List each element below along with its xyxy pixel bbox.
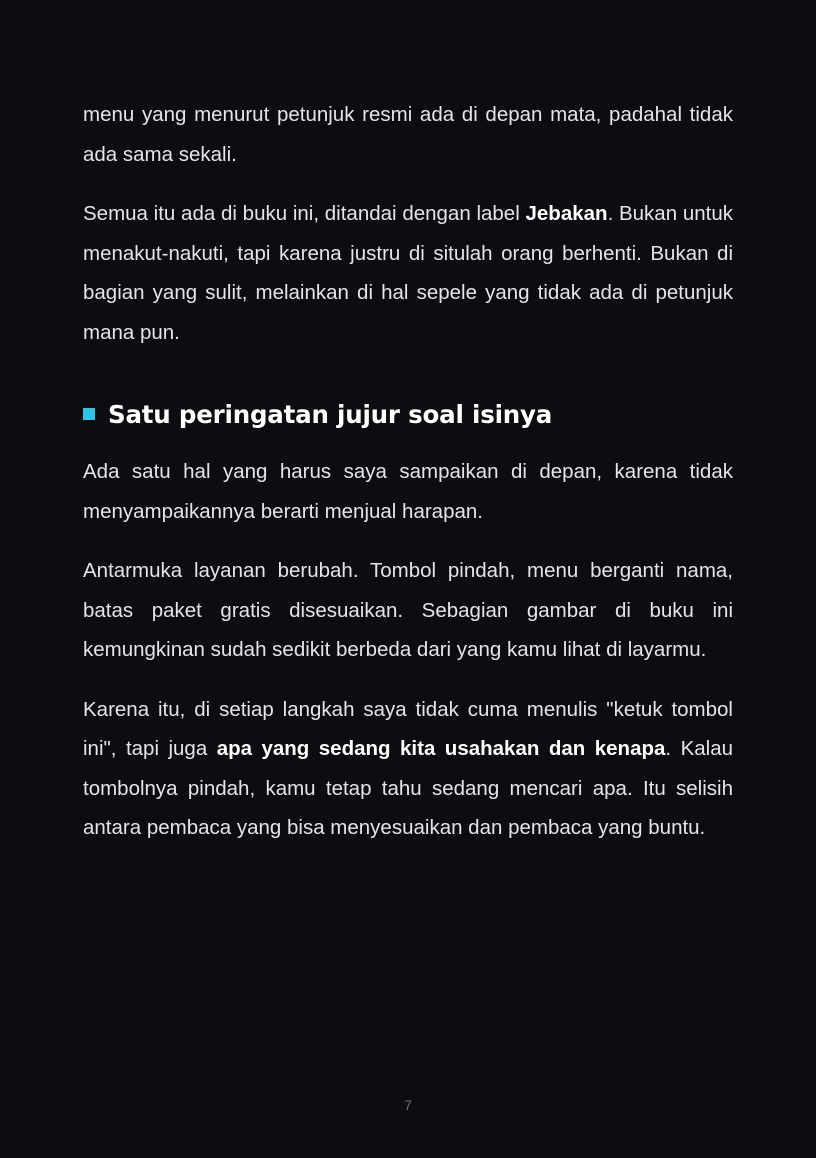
paragraph-text: . Bukan untuk menakut-nakuti, tapi karena justru di situlah orang berhenti. Bukan di bagian yang sulit, melainkan di hal sepele yang tidak ada di petunjuk mana pun. [83, 202, 733, 344]
square-bullet-icon [83, 408, 95, 420]
page-number: 7 [404, 1097, 412, 1113]
page-content [83, 95, 733, 868]
body-paragraph [83, 690, 733, 848]
section-heading-text: Satu peringatan jujur soal isinya [108, 399, 553, 429]
section-paragraphs [83, 452, 733, 848]
paragraph-text: Semua itu ada di buku ini, ditandai dengan label [83, 202, 526, 225]
body-paragraph [83, 452, 733, 531]
paragraph-text: Ada satu hal yang harus saya sampaikan di depan, karena tidak menyampaikannya berarti menjual harapan. [83, 460, 733, 523]
intro-paragraphs [83, 95, 733, 352]
paragraph-text: menu yang menurut petunjuk resmi ada di depan mata, padahal tidak ada sama sekali. [83, 103, 733, 166]
body-paragraph [83, 95, 733, 174]
paragraph-text: Antarmuka layanan berubah. Tombol pindah, menu berganti nama, batas paket gratis disesuaikan. Sebagian gambar di buku ini kemungkinan sudah sedikit berbeda dari yang kamu lihat di layarmu. [83, 559, 733, 661]
body-paragraph [83, 194, 733, 352]
paragraph-text: . Kalau tombolnya pindah, kamu tetap tahu sedang mencari apa. Itu selisih antara pembaca yang bisa menyesuaikan dan pembaca yang buntu. [83, 737, 733, 839]
body-paragraph [83, 551, 733, 670]
emphasis-text: Jebakan [525, 202, 608, 225]
paragraph-text: Karena itu, di setiap langkah saya tidak cuma menulis "ketuk tombol ini", tapi juga [83, 697, 733, 760]
emphasis-text: apa yang sedang kita usahakan dan kenapa [216, 737, 666, 760]
section-heading [83, 386, 733, 442]
